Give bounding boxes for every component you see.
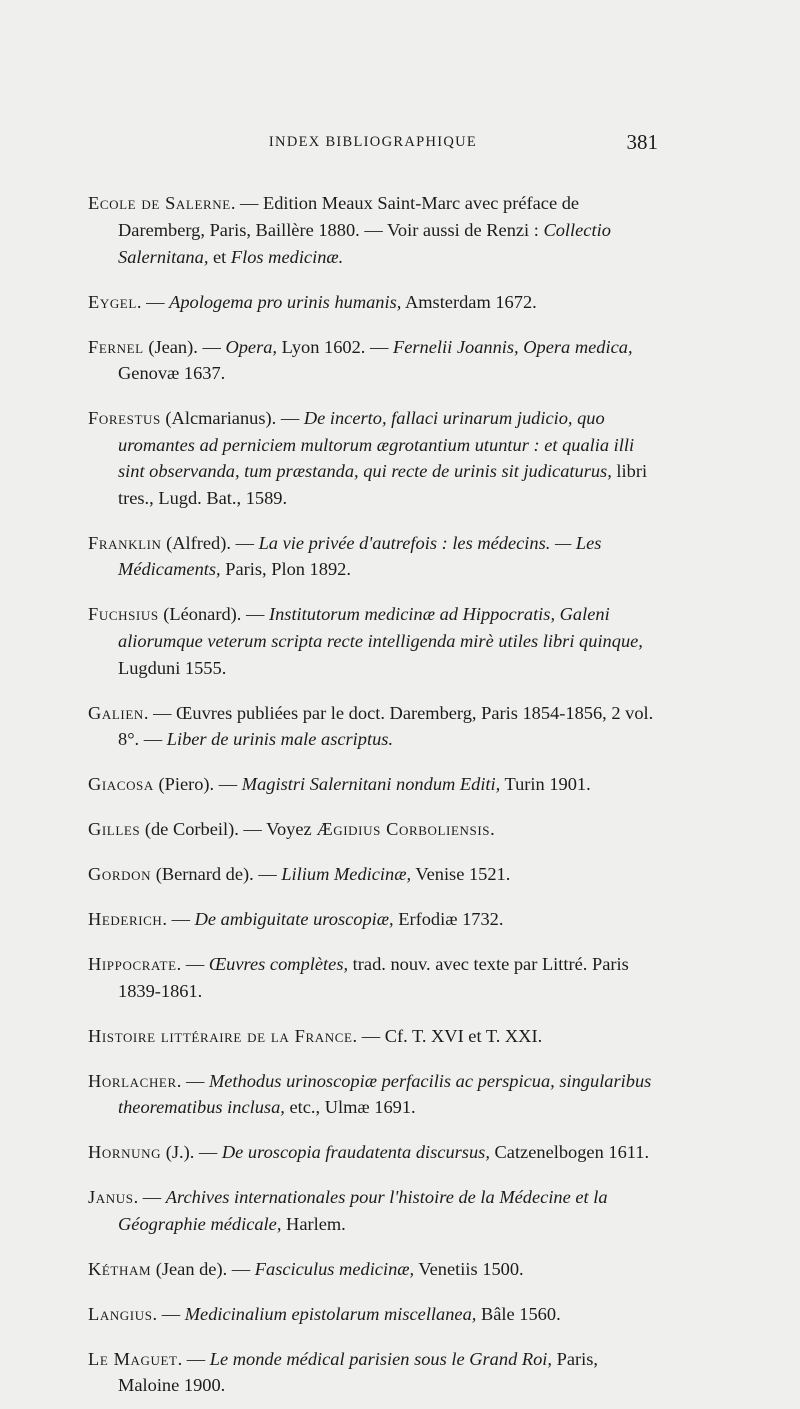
bibliography-entry — [88, 1346, 658, 1399]
entry-text: . — — [177, 1348, 210, 1369]
work-title: Archives internationales pour l'histoire de la Médecine et la Géographie médicale, — [118, 1187, 608, 1234]
bibliography-entry — [88, 816, 658, 843]
entry-author: Langius — [88, 1303, 153, 1324]
entry-text: Paris, Plon 1892. — [220, 559, 351, 580]
entry-text: (Bernard de). — — [151, 864, 282, 885]
work-title: Apologema pro urinis humanis, — [169, 291, 402, 312]
bibliography-entry — [88, 289, 658, 316]
entry-author: Forestus — [88, 408, 161, 429]
bibliography-entry — [88, 601, 658, 681]
work-title: Institutorum medicinæ ad Hippocratis, Galeni aliorumque veterum scripta recte intelligenda mirè utiles libri quinque, — [118, 604, 643, 652]
page-number: 381 — [626, 130, 658, 154]
bibliography-entry — [88, 1301, 658, 1328]
entry-author: Hornung — [88, 1142, 162, 1163]
entry-author: Kétham — [88, 1258, 152, 1279]
entry-text: (J.). — — [161, 1142, 222, 1163]
work-title: Magistri Salernitani nondum Editi, — [241, 774, 501, 795]
entry-text: . — — [176, 1070, 209, 1091]
entry-author: Giacosa — [88, 774, 154, 795]
entry-author: Hederich — [88, 909, 163, 930]
entry-text: Lyon 1602. — — [277, 336, 393, 357]
bibliography-entry — [88, 700, 658, 753]
work-title: Liber de urinis male ascriptus. — [166, 729, 394, 750]
work-title: Fernelii Joannis, Opera medica, — [393, 336, 633, 357]
entry-text: . — — [162, 909, 195, 930]
entry-author: Gordon — [88, 864, 152, 885]
entry-author: Galien — [88, 702, 144, 723]
entry-text: . — Edition Meaux Saint-Marc avec préface de Daremberg, Paris, Baillère 1880. — Voir aussi de Renzi : — [118, 193, 580, 240]
entry-text: et — [208, 246, 231, 267]
entry-author: Franklin — [88, 532, 162, 553]
entry-text: Bâle 1560. — [476, 1303, 561, 1324]
running-head — [88, 130, 658, 156]
bibliography-entry — [88, 771, 658, 798]
entry-text: etc., Ulmæ 1691. — [284, 1097, 416, 1118]
work-title: De incerto, fallaci urinarum judicio, quo uromantes ad perniciem multorum ægrotantium utuntur : et qualia illi sint observanda, tum præstanda, qui recte de urinis sit judicaturus, — [118, 408, 635, 482]
entry-author: Horlacher — [88, 1070, 177, 1091]
entry-author: Ecole de Salerne — [88, 193, 231, 214]
entry-text: Venetiis 1500. — [414, 1258, 524, 1279]
entry-text: (Jean). — — [143, 336, 226, 357]
work-title: De uroscopia fraudatenta discursus, — [221, 1142, 490, 1163]
bibliography-entry — [88, 951, 658, 1004]
work-title: Methodus urinoscopiæ perfacilis ac perspicua, singularibus theorematibus inclusa, — [118, 1070, 652, 1118]
entry-text: Harlem. — [281, 1213, 346, 1234]
entry-text: (Léonard). — — [158, 604, 269, 625]
entry-text: trad. nouv. avec texte par Littré. Paris 1839-1861. — [118, 954, 629, 1001]
work-title: Collectio Salernitana, — [118, 219, 611, 267]
entry-text: . — — [176, 954, 209, 975]
entry-text: . — — [133, 1187, 166, 1208]
work-title: Lilium Medicinæ, — [281, 864, 412, 885]
entry-text: Amsterdam 1672. — [401, 291, 537, 312]
entry-author: Le Maguet — [88, 1348, 178, 1369]
running-title: INDEX BIBLIOGRAPHIQUE — [268, 134, 478, 150]
work-title: Medicinalium epistolarum miscellanea, — [184, 1303, 477, 1324]
entry-text: Turin 1901. — [500, 774, 591, 795]
entry-text: Catzenelbogen 1611. — [489, 1142, 650, 1163]
work-title: Œuvres complètes, — [208, 954, 349, 975]
bibliography-entry — [88, 1184, 658, 1237]
entry-text: . — — [136, 291, 170, 312]
entry-text: (Piero). — — [153, 774, 242, 795]
bibliography-entry — [88, 906, 658, 933]
entry-text: Erfodiæ 1732. — [393, 909, 504, 930]
bibliography-entry — [88, 1068, 658, 1121]
entry-text: Lugduni 1555. — [118, 657, 227, 678]
entry-text: Genovæ 1637. — [118, 363, 226, 384]
entry-text: (Jean de). — — [151, 1258, 255, 1279]
entry-text: . — Cf. T. XVI et T. XXI. — [352, 1025, 543, 1046]
bibliography-entry — [88, 1256, 658, 1283]
bibliography-entry — [88, 530, 658, 583]
entry-text: . — Œuvres publiées par le doct. Daremberg, Paris 1854-1856, 2 vol. 8°. — — [118, 702, 654, 750]
entry-text: . — — [152, 1303, 185, 1324]
bibliography-entry — [88, 861, 658, 888]
bibliography-entry — [88, 190, 658, 270]
bibliography-entry — [88, 1023, 658, 1050]
entry-text: (Alfred). — — [161, 532, 259, 553]
bibliography-entry — [88, 334, 658, 387]
bibliography-entry — [88, 1139, 658, 1166]
entry-author: Hippocrate — [88, 954, 177, 975]
entry-text: (Alcmarianus). — — [160, 408, 304, 429]
entry-text: libri tres., Lugd. Bat., 1589. — [118, 461, 648, 508]
bibliography-list — [88, 172, 658, 1409]
cross-reference: Ægidius Corboliensis. — [316, 819, 496, 840]
entry-author: Janus — [88, 1187, 134, 1208]
entry-text: (de Corbeil). — Voyez — [140, 819, 317, 840]
entry-author: Eygel — [88, 291, 137, 312]
entry-author: Fuchsius — [88, 604, 159, 625]
entry-author: Gilles — [88, 819, 141, 840]
work-title: La vie privée d'autrefois : les médecins. — Les Médicaments, — [118, 532, 602, 580]
bibliography-entry — [88, 405, 658, 511]
entry-author: Histoire littéraire de la France — [88, 1025, 353, 1046]
work-title: De ambiguitate uroscopiæ, — [194, 909, 394, 930]
work-title: Opera, — [225, 336, 278, 357]
entry-author: Fernel — [88, 336, 144, 357]
work-title: Le monde médical parisien sous le Grand Roi, — [209, 1348, 553, 1369]
entry-text: Paris, Maloine 1900. — [118, 1348, 598, 1396]
entry-text: Venise 1521. — [411, 864, 511, 885]
work-title: Flos medicinæ. — [230, 246, 344, 267]
work-title: Fasciculus medicinæ, — [254, 1258, 415, 1279]
